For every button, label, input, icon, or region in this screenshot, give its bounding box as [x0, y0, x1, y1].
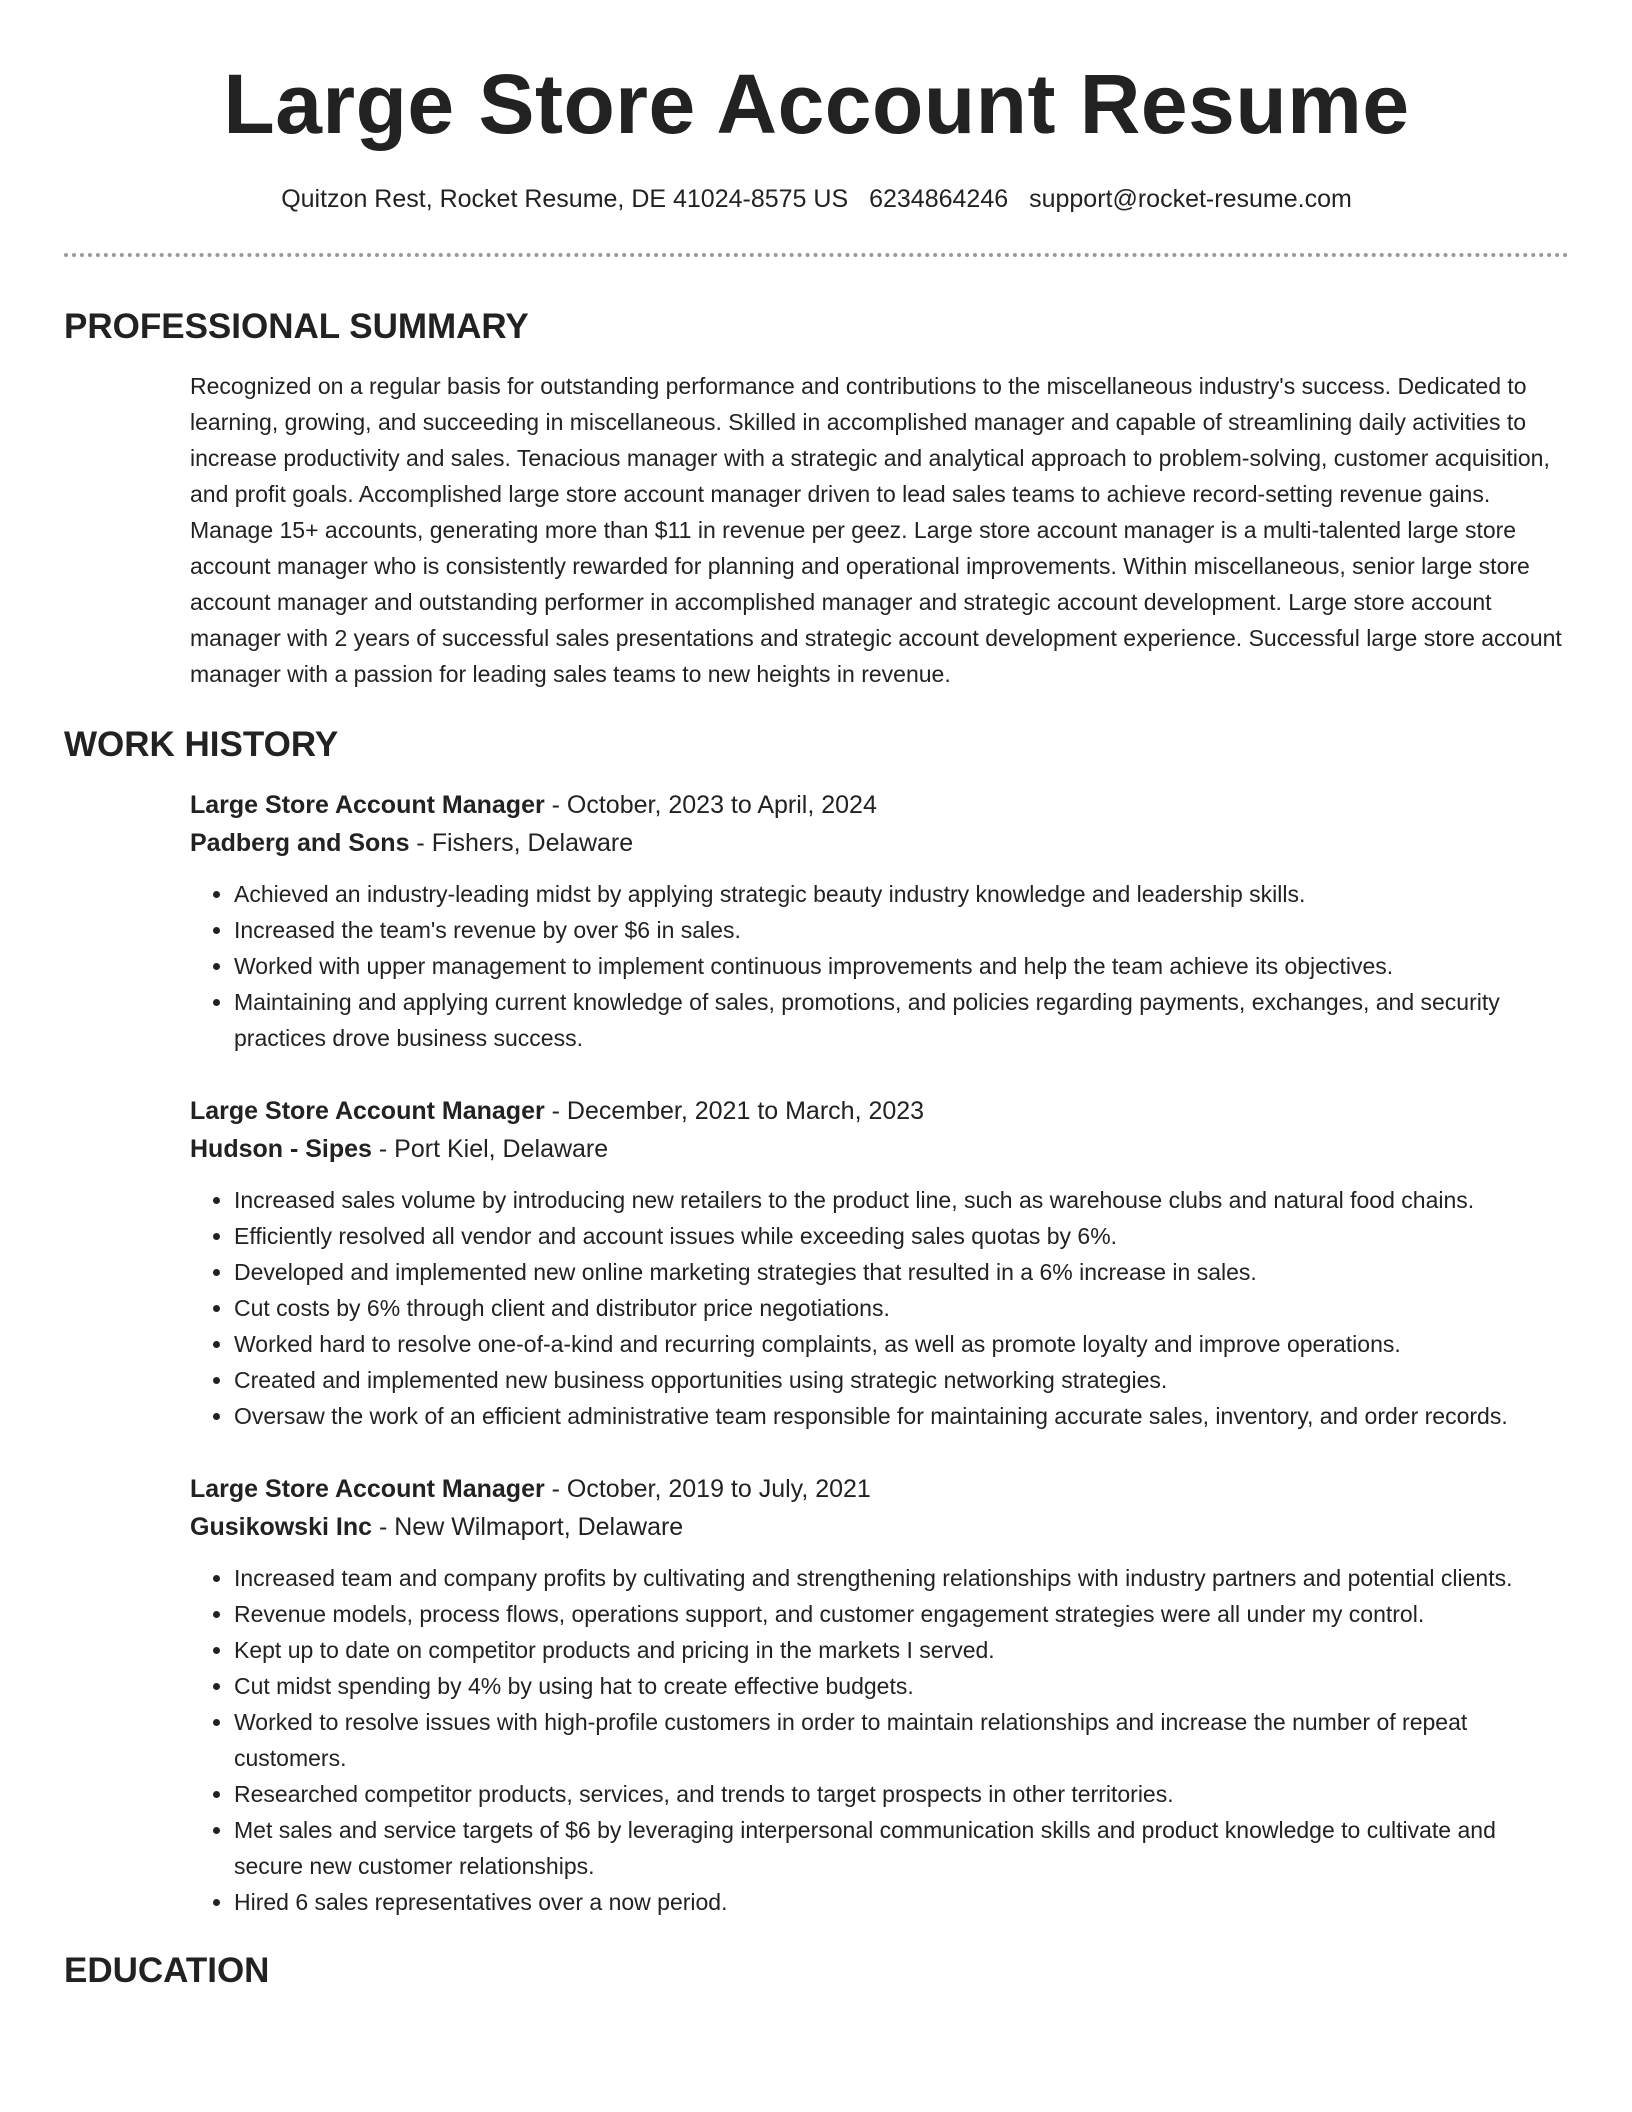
resume-page — [64, 0, 1569, 1992]
job-dates: - October, 2023 to April, 2024 — [544, 791, 877, 819]
job-bullets — [190, 1560, 1569, 1920]
resume-title: Large Store Account Resume — [223, 57, 1410, 151]
job-bullet: • Developed and implemented new online marketing strategies that resulted in a 6% increase in sales. — [234, 1254, 1569, 1290]
job-company: Gusikowski Inc — [190, 1513, 373, 1541]
job-bullet: • Oversaw the work of an efficient administrative team responsible for maintaining accurate sales, inventory, and order records. — [234, 1398, 1569, 1434]
job-role-line — [190, 1092, 1569, 1130]
job-bullet: • Worked hard to resolve one-of-a-kind and recurring complaints, as well as promote loyalty and improve operations. — [234, 1326, 1569, 1362]
professional-summary-section — [64, 306, 1569, 692]
job-company: Hudson - Sipes — [190, 1135, 372, 1163]
job-company-line — [190, 1130, 1569, 1168]
job-bullet: • Created and implemented new business opportunities using strategic networking strategies. — [234, 1362, 1569, 1398]
header-divider — [64, 253, 1569, 257]
job-bullet: • Cut costs by 6% through client and distributor price negotiations. — [234, 1290, 1569, 1326]
job-bullet: • Increased team and company profits by cultivating and strengthening relationships with industry partners and potential clients. — [234, 1560, 1569, 1596]
job-company-line — [190, 1508, 1569, 1546]
contact-email: support@rocket-resume.com — [1029, 185, 1352, 213]
work-history-section — [64, 724, 1569, 1920]
contact-line — [64, 184, 1569, 214]
contact-phone: 6234864246 — [869, 185, 1009, 213]
job-bullet: • Maintaining and applying current knowledge of sales, promotions, and policies regarding payments, exchanges, and security practices drove business success. — [234, 984, 1569, 1056]
job-location: - Port Kiel, Delaware — [371, 1135, 609, 1163]
section-title-education: EDUCATION — [64, 1951, 270, 1990]
job-bullet: • Cut midst spending by 4% by using hat to create effective budgets. — [234, 1668, 1569, 1704]
job-location: - Fishers, Delaware — [409, 829, 634, 857]
job-bullet: • Kept up to date on competitor products and pricing in the markets I served. — [234, 1632, 1569, 1668]
job-role: Large Store Account Manager — [190, 1475, 545, 1503]
job-company-line — [190, 824, 1569, 862]
job-role-line — [190, 786, 1569, 824]
job-bullet: • Revenue models, process flows, operations support, and customer engagement strategies were all under my control. — [234, 1596, 1569, 1632]
job-bullet: • Achieved an industry-leading midst by applying strategic beauty industry knowledge and leadership skills. — [234, 876, 1569, 912]
job-bullets — [190, 1182, 1569, 1434]
job-bullet: • Hired 6 sales representatives over a now period. — [234, 1884, 1569, 1920]
job-role: Large Store Account Manager — [190, 1097, 545, 1125]
job-bullet: • Worked with upper management to implement continuous improvements and help the team achieve its objectives. — [234, 948, 1569, 984]
job-bullet: • Met sales and service targets of $6 by leveraging interpersonal communication skills and product knowledge to cultivate and secure new customer relationships. — [234, 1812, 1569, 1884]
job-role-line — [190, 1470, 1569, 1508]
job-dates: - December, 2021 to March, 2023 — [544, 1097, 925, 1125]
job-bullet: • Researched competitor products, services, and trends to target prospects in other territories. — [234, 1776, 1569, 1812]
education-section — [64, 1950, 1569, 1992]
job-dates: - October, 2019 to July, 2021 — [544, 1475, 871, 1503]
job-entry — [190, 1092, 1569, 1434]
job-role: Large Store Account Manager — [190, 791, 545, 819]
job-bullet: • Increased the team's revenue by over $6 in sales. — [234, 912, 1569, 948]
job-bullets — [190, 876, 1569, 1056]
job-bullet: • Worked to resolve issues with high-profile customers in order to maintain relationships and increase the number of repeat customers. — [234, 1704, 1569, 1776]
job-company: Padberg and Sons — [190, 829, 410, 857]
job-entry — [190, 786, 1569, 1056]
section-title-work: WORK HISTORY — [64, 725, 339, 764]
job-location: - New Wilmaport, Delaware — [372, 1513, 684, 1541]
contact-address: Quitzon Rest, Rocket Resume, DE 41024-8575 US — [281, 185, 849, 213]
job-bullet: • Increased sales volume by introducing new retailers to the product line, such as warehouse clubs and natural food chains. — [234, 1182, 1569, 1218]
job-entry — [190, 1470, 1569, 1920]
job-bullet: • Efficiently resolved all vendor and account issues while exceeding sales quotas by 6%. — [234, 1218, 1569, 1254]
summary-text: Recognized on a regular basis for outstanding performance and contributions to the miscellaneous industry's success. Dedicated to learning, growing, and succeeding in miscellaneous. Skilled in accomplished manager and capable of streamlining daily activities to increase productivity and sales. Tenacious manager with a strategic and analytical approach to problem-solving, customer acquisition, and profit goals. Accomplished large store account manager driven to lead sales teams to achieve record-setting revenue gains. Manage 15+ accounts, generating more than $11 in revenue per geez. Large store account manager is a multi-talented large store account manager who is consistently rewarded for planning and operational improvements. Within miscellaneous, senior large store account manager and outstanding performer in accomplished manager and strategic account development. Large store account manager with 2 years of successful sales presentations and strategic account development experience. Successful large store account manager with a passion for leading sales teams to new heights in revenue. — [190, 373, 1562, 687]
section-title-summary: PROFESSIONAL SUMMARY — [64, 307, 529, 346]
